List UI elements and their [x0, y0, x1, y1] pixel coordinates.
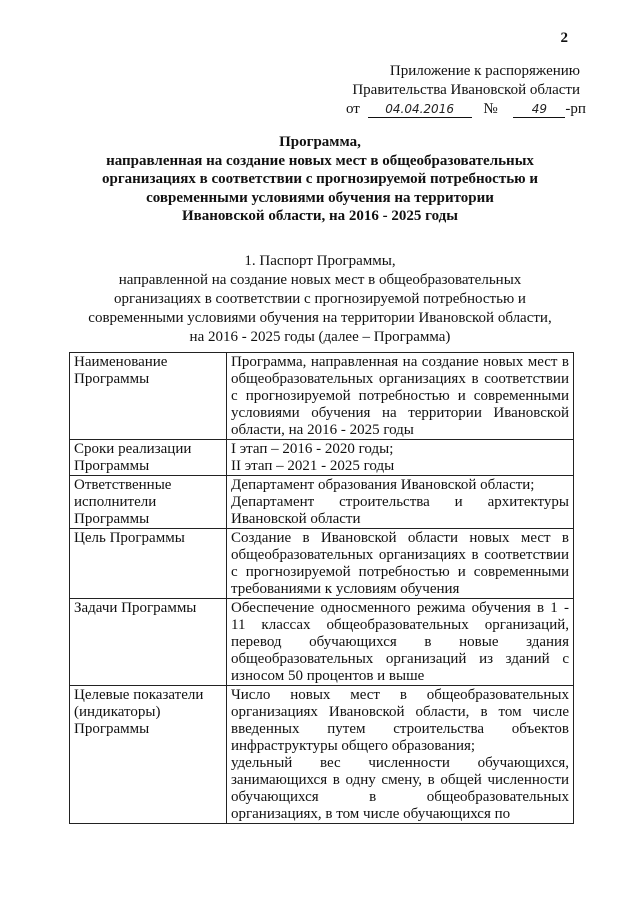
content-paragraph: I этап – 2016 - 2020 годы; [231, 441, 394, 457]
row-content [227, 529, 574, 599]
passport-line-4: современными условиями обучения на территории Ивановской области, [88, 310, 552, 326]
content-paragraph: Программа, направленная на создание новых мест в общеобразовательных организациях в соответствии с прогнозируемой потребностью и современными условиями обучения на территории Ивановской области, на 2016 - 2025 годы [231, 354, 569, 438]
passport-line-3: организациях в соответствии с прогнозируемой потребностью и [114, 291, 526, 307]
appendix-block [340, 62, 586, 119]
title-line-2: направленная на создание новых мест в общеобразовательных [106, 152, 534, 169]
content-paragraph: Обеспечение односменного режима обучения в 1 - 11 классах общеобразовательных организаций, перевод обучающихся в новые здания общеобразовательных организаций из зданий с износом 50 процентов и выше [231, 600, 569, 684]
passport-line-2: направленной на создание новых мест в общеобразовательных [118, 272, 522, 288]
handwritten-date: 04.04.2016 [368, 102, 472, 118]
content-paragraph: Создание в Ивановской области новых мест в общеобразовательных организациях в соответствии с прогнозируемой потребностью и современными требованиями к условиям обучения [231, 530, 569, 597]
number-label: № [483, 101, 498, 117]
passport-table [69, 352, 574, 824]
row-label: Ответственные исполнители Программы [70, 476, 227, 529]
content-paragraph: Департамент строительства и архитектуры Ивановской области [231, 494, 569, 527]
table-row [70, 353, 574, 440]
appendix-line-1: Приложение к распоряжению [389, 63, 580, 79]
content-paragraph: Департамент образования Ивановской области; [231, 477, 535, 493]
row-content [227, 476, 574, 529]
passport-line-1: 1. Паспорт Программы, [244, 253, 396, 269]
table-row [70, 440, 574, 476]
title-line-5: Ивановской области, на 2016 - 2025 годы [182, 208, 458, 224]
title-line-3: организациях в соответствии с прогнозируемой потребностью и [102, 171, 538, 187]
table-row [70, 599, 574, 686]
passport-heading [60, 252, 580, 347]
table-row [70, 529, 574, 599]
row-content [227, 353, 574, 440]
number-suffix: -рп [565, 101, 586, 117]
passport-line-5: на 2016 - 2025 годы (далее – Программа) [189, 329, 451, 345]
from-label: от [346, 101, 360, 117]
appendix-date-row [340, 100, 586, 119]
row-label: Сроки реализации Программы [70, 440, 227, 476]
row-content [227, 599, 574, 686]
row-content [227, 440, 574, 476]
content-paragraph: удельный вес численности обучающихся, занимающихся в одну смену, в общей численности обучающихся в общеобразовательных организациях, в том числе обучающихся по [231, 755, 569, 822]
table-row [70, 476, 574, 529]
appendix-line-2: Правительства Ивановской области [352, 82, 580, 98]
row-label: Цель Программы [70, 529, 227, 599]
table-row [70, 686, 574, 824]
row-content [227, 686, 574, 824]
handwritten-number: 49 [513, 102, 565, 118]
title-line-1: Программа, [279, 134, 361, 150]
document-title [60, 133, 580, 226]
row-label: Целевые показатели (индикаторы) Программы [70, 686, 227, 824]
page-number: 2 [560, 30, 568, 46]
content-paragraph: Число новых мест в общеобразовательных организациях Ивановской области, в том числе введенных путем строительства объектов инфраструктуры общего образования; [231, 687, 569, 754]
row-label: Задачи Программы [70, 599, 227, 686]
title-line-4: современными условиями обучения на территории [146, 189, 494, 206]
content-paragraph: II этап – 2021 - 2025 годы [231, 458, 395, 474]
row-label: Наименование Программы [70, 353, 227, 440]
